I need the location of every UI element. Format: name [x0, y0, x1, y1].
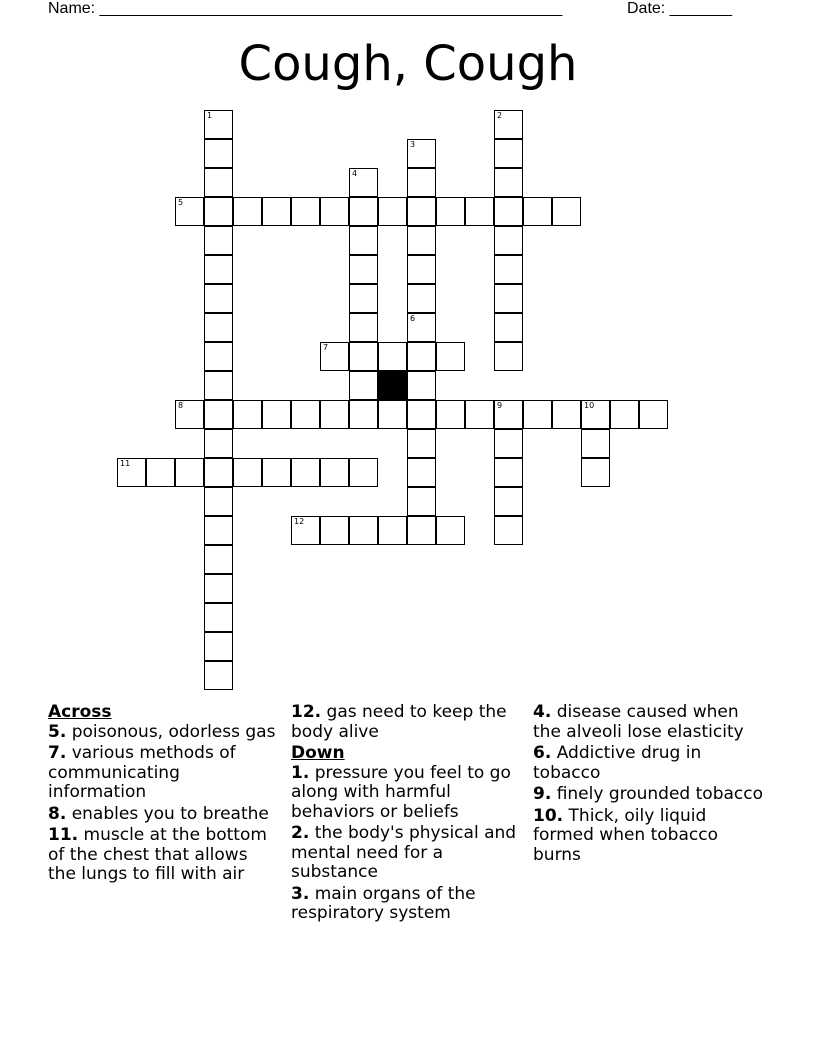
- grid-cell[interactable]: [407, 313, 436, 342]
- grid-cell[interactable]: [639, 400, 668, 429]
- grid-cell[interactable]: [494, 342, 523, 371]
- grid-cell[interactable]: [349, 284, 378, 313]
- clue-across-12: 12. gas need to keep the body alive: [291, 702, 507, 742]
- clue-number: 1: [207, 111, 213, 120]
- grid-cell[interactable]: [581, 400, 610, 429]
- clue-across-5: 5. poisonous, odorless gas: [48, 721, 276, 742]
- grid-cell[interactable]: [320, 197, 349, 226]
- grid-cell[interactable]: [320, 458, 349, 487]
- grid-cell[interactable]: [262, 197, 291, 226]
- grid-cell[interactable]: [320, 400, 349, 429]
- grid-cell[interactable]: [494, 139, 523, 168]
- clue-number: 11: [120, 459, 131, 468]
- grid-cell[interactable]: [291, 400, 320, 429]
- grid-cell[interactable]: [291, 458, 320, 487]
- grid-cell[interactable]: [610, 400, 639, 429]
- grid-cell[interactable]: [378, 342, 407, 371]
- clue-number: 8: [178, 401, 184, 410]
- black-square: [378, 371, 407, 400]
- grid-cell[interactable]: [349, 168, 378, 197]
- grid-cell[interactable]: [407, 284, 436, 313]
- grid-cell[interactable]: [204, 661, 233, 690]
- grid-cell[interactable]: [204, 226, 233, 255]
- grid-cell[interactable]: [233, 400, 262, 429]
- grid-cell[interactable]: [349, 342, 378, 371]
- clue-number: 2: [497, 111, 503, 120]
- clue-number: 6: [410, 314, 416, 323]
- grid-cell[interactable]: [204, 371, 233, 400]
- grid-cell[interactable]: [407, 197, 436, 226]
- grid-cell[interactable]: [494, 168, 523, 197]
- grid-cell[interactable]: [262, 458, 291, 487]
- grid-cell[interactable]: [407, 226, 436, 255]
- grid-cell[interactable]: [349, 313, 378, 342]
- grid-cell[interactable]: [436, 400, 465, 429]
- grid-cell[interactable]: [494, 400, 523, 429]
- down-heading: Down: [291, 743, 345, 763]
- grid-cell[interactable]: [204, 545, 233, 574]
- page-title: Cough, Cough: [238, 36, 578, 92]
- grid-cell[interactable]: [204, 516, 233, 545]
- grid-cell[interactable]: [175, 197, 204, 226]
- clues-column-3: [533, 703, 769, 867]
- clues-column-2: [291, 703, 519, 926]
- grid-cell[interactable]: [146, 458, 175, 487]
- grid-cell[interactable]: [349, 197, 378, 226]
- grid-cell[interactable]: [262, 400, 291, 429]
- clue-number: 3: [410, 140, 416, 149]
- grid-cell[interactable]: [581, 429, 610, 458]
- clue-down-10: 10. Thick, oily liquid formed when tobacco burns: [533, 805, 718, 865]
- grid-cell[interactable]: [349, 458, 378, 487]
- grid-cell[interactable]: [204, 342, 233, 371]
- grid-cell[interactable]: [349, 226, 378, 255]
- grid-cell[interactable]: [494, 458, 523, 487]
- grid-cell[interactable]: [378, 400, 407, 429]
- grid-cell[interactable]: [494, 226, 523, 255]
- grid-cell[interactable]: [407, 168, 436, 197]
- clue-across-7: 7. various methods of communicating information: [48, 743, 236, 802]
- grid-cell[interactable]: [320, 342, 349, 371]
- grid-cell[interactable]: [436, 197, 465, 226]
- grid-cell[interactable]: [204, 400, 233, 429]
- grid-cell[interactable]: [494, 429, 523, 458]
- name-field-label: Name: ____________________________________________________: [48, 0, 563, 17]
- grid-cell[interactable]: [552, 197, 581, 226]
- grid-cell[interactable]: [494, 284, 523, 313]
- grid-cell[interactable]: [407, 371, 436, 400]
- grid-cell[interactable]: [407, 458, 436, 487]
- clue-down-1: 1. pressure you feel to go along with harmful behaviors or beliefs: [291, 762, 511, 822]
- grid-cell[interactable]: [204, 197, 233, 226]
- grid-cell[interactable]: [291, 197, 320, 226]
- grid-cell[interactable]: [494, 516, 523, 545]
- clue-down-3: 3. main organs of the respiratory system: [291, 883, 476, 923]
- clue-across-11: 11. muscle at the bottom of the chest that allows the lungs to fill with air: [48, 825, 267, 884]
- grid-cell[interactable]: [407, 139, 436, 168]
- clue-down-9: 9. finely grounded tobacco: [533, 784, 763, 804]
- grid-cell[interactable]: [436, 342, 465, 371]
- grid-cell[interactable]: [117, 458, 146, 487]
- grid-cell[interactable]: [175, 400, 204, 429]
- grid-cell[interactable]: [581, 458, 610, 487]
- clue-number: 5: [178, 198, 184, 207]
- grid-cell[interactable]: [204, 487, 233, 516]
- clue-number: 10: [584, 401, 595, 410]
- clue-number: 9: [497, 401, 503, 410]
- grid-cell[interactable]: [204, 632, 233, 661]
- grid-cell[interactable]: [204, 168, 233, 197]
- grid-cell[interactable]: [552, 400, 581, 429]
- clues-column-1: [48, 703, 276, 887]
- grid-cell[interactable]: [407, 429, 436, 458]
- grid-cell[interactable]: [494, 487, 523, 516]
- clue-down-4: 4. disease caused when the alveoli lose elasticity: [533, 702, 744, 742]
- grid-cell[interactable]: [204, 284, 233, 313]
- grid-cell[interactable]: [349, 516, 378, 545]
- grid-cell[interactable]: [523, 400, 552, 429]
- clue-down-2: 2. the body's physical and mental need for a substance: [291, 823, 517, 882]
- clue-across-8: 8. enables you to breathe: [48, 803, 269, 824]
- grid-cell[interactable]: [494, 110, 523, 139]
- grid-cell[interactable]: [465, 197, 494, 226]
- grid-cell[interactable]: [204, 429, 233, 458]
- grid-cell[interactable]: [204, 255, 233, 284]
- grid-cell[interactable]: [204, 458, 233, 487]
- grid-cell[interactable]: [407, 487, 436, 516]
- grid-cell[interactable]: [349, 255, 378, 284]
- grid-cell[interactable]: [204, 603, 233, 632]
- clue-number: 4: [352, 169, 358, 178]
- grid-cell[interactable]: [494, 197, 523, 226]
- grid-cell[interactable]: [204, 313, 233, 342]
- grid-cell[interactable]: [436, 516, 465, 545]
- grid-cell[interactable]: [378, 516, 407, 545]
- date-field-label: Date: _______: [627, 0, 732, 17]
- grid-cell[interactable]: [349, 371, 378, 400]
- grid-cell[interactable]: [407, 516, 436, 545]
- clue-number: 12: [294, 517, 305, 526]
- grid-cell[interactable]: [204, 139, 233, 168]
- grid-cell[interactable]: [175, 458, 204, 487]
- grid-cell[interactable]: [349, 400, 378, 429]
- grid-cell[interactable]: [204, 110, 233, 139]
- grid-cell[interactable]: [494, 313, 523, 342]
- grid-cell[interactable]: [320, 516, 349, 545]
- grid-cell[interactable]: [523, 197, 552, 226]
- grid-cell[interactable]: [407, 255, 436, 284]
- grid-cell[interactable]: [407, 400, 436, 429]
- grid-cell[interactable]: [204, 574, 233, 603]
- grid-cell[interactable]: [494, 255, 523, 284]
- across-heading: Across: [48, 702, 112, 722]
- clue-number: 7: [323, 343, 329, 352]
- grid-cell[interactable]: [233, 458, 262, 487]
- grid-cell[interactable]: [378, 197, 407, 226]
- grid-cell[interactable]: [407, 342, 436, 371]
- grid-cell[interactable]: [291, 516, 320, 545]
- grid-cell[interactable]: [233, 197, 262, 226]
- grid-cell[interactable]: [465, 400, 494, 429]
- clue-down-6: 6. Addictive drug in tobacco: [533, 743, 702, 783]
